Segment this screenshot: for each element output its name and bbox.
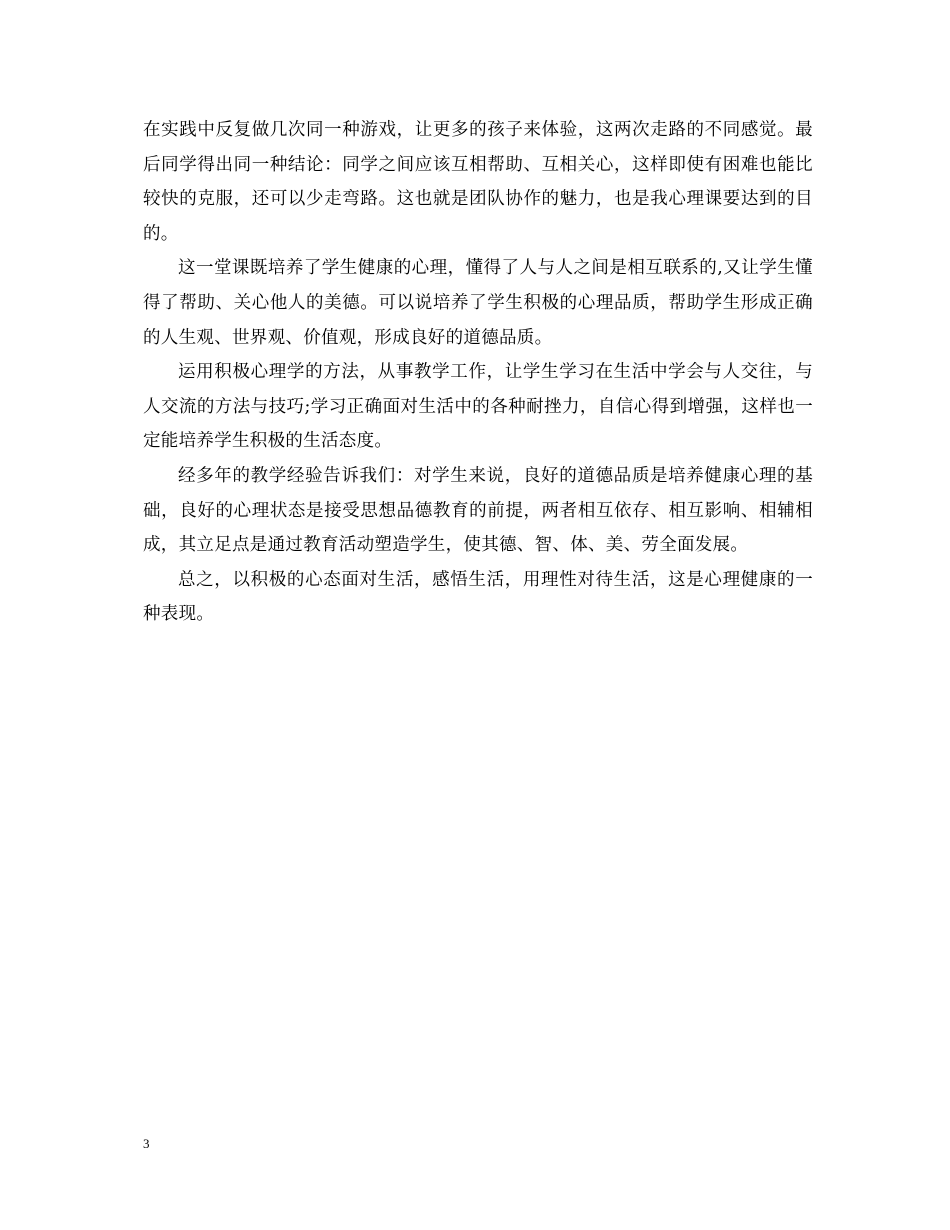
page-number: 3	[143, 1136, 150, 1151]
paragraph: 总之，以积极的心态面对生活，感悟生活，用理性对待生活，这是心理健康的一种表现。	[143, 569, 813, 625]
paragraph-continuation: 在实践中反复做几次同一种游戏，让更多的孩子来体验，这两次走路的不同感觉。最后同学得出同一种结论：同学之间应该互相帮助、互相关心，这样即使有困难也能比较快的克服，还可以少走弯路。这也就是团队协作的魅力，也是我心理课要达到的目的。	[143, 120, 813, 244]
paragraph: 经多年的教学经验告诉我们：对学生来说，良好的道德品质是培养健康心理的基础，良好的心理状态是接受思想品德教育的前提，两者相互依存、相互影响、相辅相成，其立足点是通过教育活动塑造学生，使其德、智、体、美、劳全面发展。	[143, 465, 813, 556]
document-body	[143, 113, 813, 632]
paragraph: 运用积极心理学的方法，从事教学工作，让学生学习在生活中学会与人交往，与人交流的方法与技巧;学习正确面对生活中的各种耐挫力，自信心得到增强，这样也一定能培养学生积极的生活态度。	[143, 362, 813, 452]
paragraph: 这一堂课既培养了学生健康的心理，懂得了人与人之间是相互联系的,又让学生懂得了帮助、关心他人的美德。可以说培养了学生积极的心理品质，帮助学生形成正确的人生观、世界观、价值观，形成良好的道德品质。	[143, 258, 813, 348]
